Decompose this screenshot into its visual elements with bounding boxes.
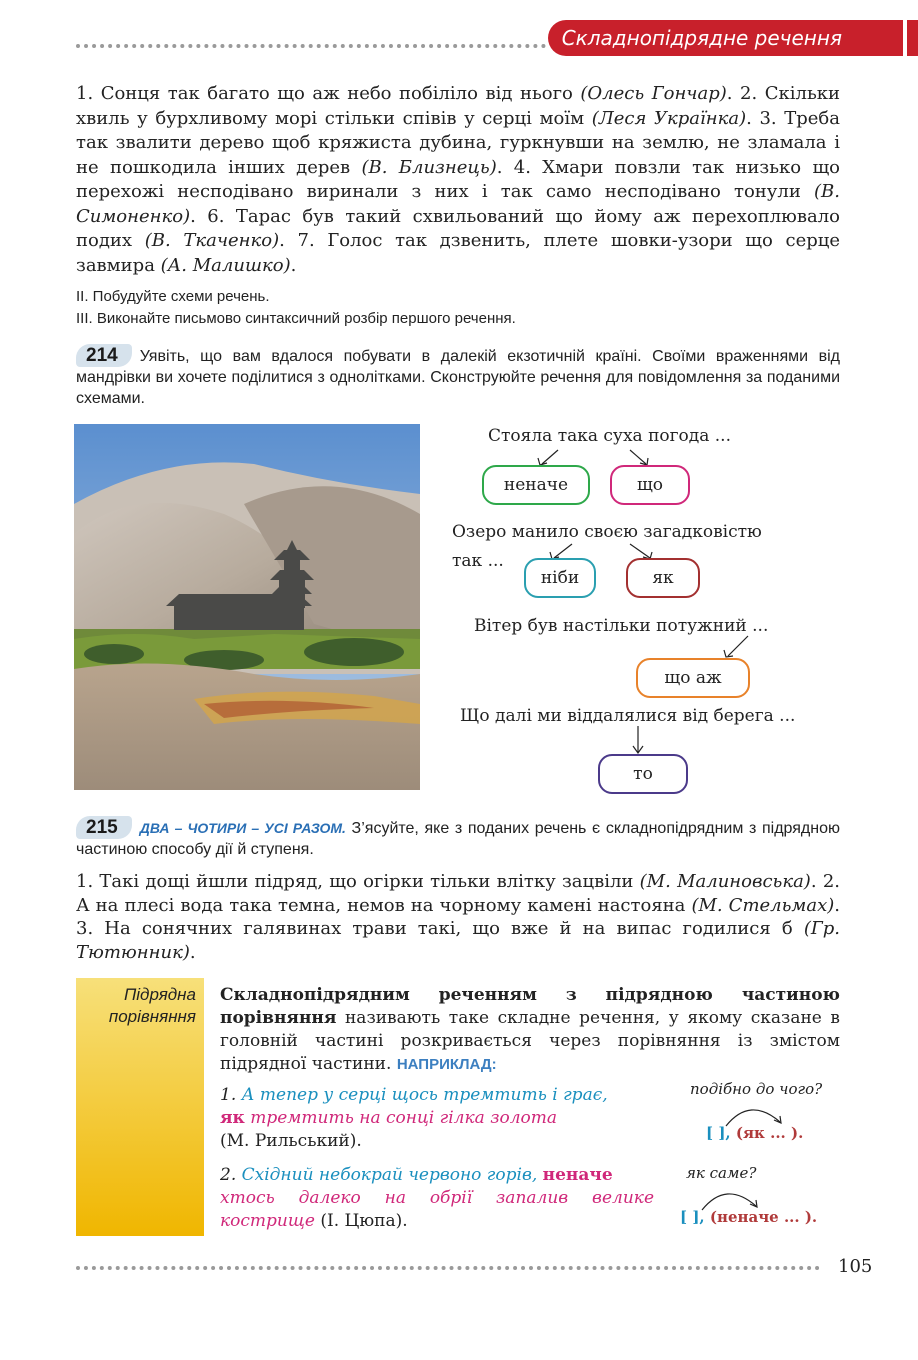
example-2-scheme: [ ], (неначе ... ). bbox=[680, 1208, 818, 1226]
author: (М. Малиновська) bbox=[639, 871, 811, 892]
exercise-number-215: 215 bbox=[76, 816, 132, 839]
example-heading: НАПРИКЛАД: bbox=[396, 1056, 497, 1073]
section-title-tab bbox=[548, 20, 898, 56]
exercise-213-sentences: 1. Сонця так багато що аж небо побіліло від нього (Олесь Гончар). 2. Скільки хвиль у бурхливому морі стільки співів у серці моїм (Леся Українка). 3. Треба так звалити дерево щоб кряжиста дубина, гуркнувши на землю, не зламала і не пошкодила інших дерев (В. Близнець). 4. Хмари повзли так низько що перехожі несподівано виринали з них і так само несподівано тонули (В. Симоненко). 6. Тарас був такий схвильований що йому аж перехоплювало подих (В. Ткаченко). 7. Голос так дзвенить, плете шовки-узори що серце завмира (А. Малишко). bbox=[76, 83, 841, 276]
instruction-2: II. Побудуйте схеми речень. bbox=[76, 288, 270, 305]
pagoda-desert-photo bbox=[74, 424, 420, 790]
header-edge-bar bbox=[898, 20, 918, 56]
scheme-2-box-yak: як bbox=[626, 558, 700, 598]
author: (Гр. Тютюнник) bbox=[76, 918, 840, 963]
scheme-3-box-shcho-azh: що аж bbox=[636, 658, 750, 698]
author: (А. Малишко) bbox=[160, 254, 291, 276]
scheme-4-text: Що далі ми віддалялися від берега ... bbox=[460, 706, 796, 726]
header-edge-gap bbox=[903, 20, 907, 56]
photo-illustration bbox=[74, 424, 420, 790]
scheme-4-box-to: то bbox=[598, 754, 688, 794]
scheme-3-text: Вітер був настільки потужний ... bbox=[474, 616, 769, 636]
author: (В. Ткаченко) bbox=[144, 230, 280, 251]
conjunction-yak: як bbox=[220, 1108, 245, 1128]
exercise-214-task: 214 Уявіть, що вам вдалося побувати в далекій екзотичній країні. Своїми враженнями від мандрівки ви хочете поділитися з однолітками. Сконструюйте речення для повідомлення за поданими схемами. bbox=[76, 345, 840, 407]
example-2-question: як саме? bbox=[686, 1164, 757, 1182]
scheme-2-box-nibi: ніби bbox=[524, 558, 596, 598]
section-title: Складнопідрядне речення bbox=[561, 26, 842, 50]
author: (М. Стельмах) bbox=[691, 894, 835, 916]
rule-term: Складнопідрядним реченням з підрядною частиною порівняння bbox=[220, 985, 840, 1028]
rule-definition: Складнопідрядним реченням з підрядною частиною порівняння називають таке складне речення, у якому сказане в головній частині розкривається через порівняння із змістом підрядної частини. НАПРИКЛАД: bbox=[220, 985, 840, 1074]
scheme-1-text: Стояла така суха погода ... bbox=[488, 426, 731, 446]
exercise-215-task: 215 ДВА – ЧОТИРИ – УСІ РАЗОМ. З’ясуйте, яке з поданих речень є складнопідрядним з підрядною частиною способу дії й ступеня. bbox=[76, 817, 840, 858]
rule-example-2: 2. Східний небокрай червоно горів, неначе хтось далеко на обрії запалив велике кострище (І. Цюпа). bbox=[220, 1165, 654, 1231]
author: (Олесь Гончар) bbox=[580, 83, 727, 104]
rule-side-label: Підрядна порівняння bbox=[108, 985, 196, 1026]
page-number: 105 bbox=[838, 1256, 873, 1277]
example-1-scheme: [ ], (як ... ). bbox=[706, 1124, 804, 1142]
instruction-3: III. Виконайте письмово синтаксичний розбір першого речення. bbox=[76, 310, 516, 327]
scheme-2-text-1: Озеро манило своєю загадковістю bbox=[452, 522, 762, 542]
author: (В. Симоненко) bbox=[76, 181, 840, 227]
conjunction-nenache: неначе bbox=[542, 1165, 613, 1185]
author: (В. Близнець) bbox=[361, 156, 497, 178]
rule-example-1: 1. А тепер у серці щось тремтить і грає, як тремтить на сонці гілка золота (М. Рильський). bbox=[220, 1085, 608, 1151]
top-dotted-rule bbox=[76, 44, 546, 48]
bottom-dotted-rule bbox=[76, 1266, 820, 1270]
scheme-1-box-neenache: неначе bbox=[482, 465, 590, 505]
exercise-215-sentences: 1. Такі дощі йшли підряд, що огірки тільки влітку зацвіли (М. Малиновська). 2. А на плесі вода така темна, немов на чорному камені настояна (М. Стельмах). 3. На сонячних галявинах трави такі, що вже й на випас годилися б (Гр. Тютюнник). bbox=[76, 871, 840, 963]
author: (Леся Українка) bbox=[591, 107, 747, 129]
scheme-1-box-shcho: що bbox=[610, 465, 690, 505]
scheme-2-text-2: так ... bbox=[452, 551, 504, 571]
group-work-label: ДВА – ЧОТИРИ – УСІ РАЗОМ. bbox=[139, 820, 346, 836]
example-1-question: подібно до чого? bbox=[690, 1080, 823, 1098]
exercise-number-214: 214 bbox=[76, 344, 132, 367]
